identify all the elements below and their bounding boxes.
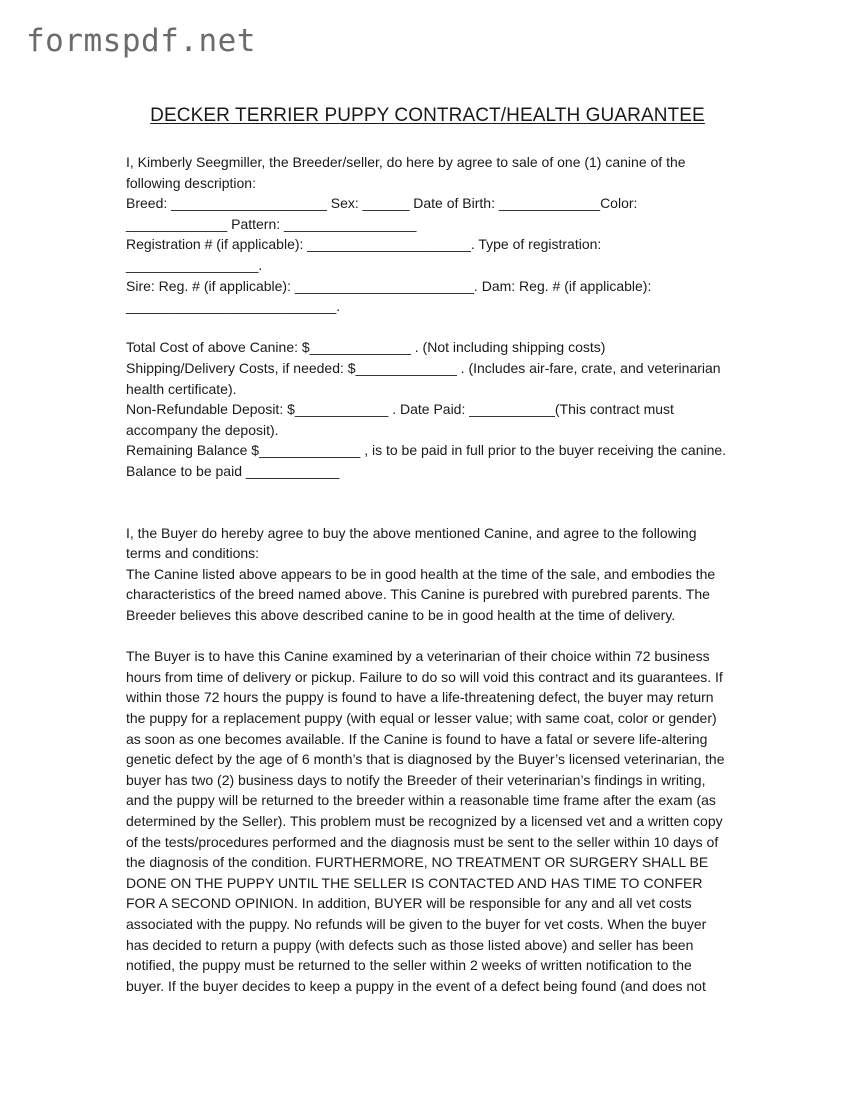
text-line: following description: (126, 174, 256, 191)
text-line: accompany the deposit). (126, 421, 279, 438)
text-line: DONE ON THE PUPPY UNTIL THE SELLER IS CONTACTED AND HAS TIME TO CONFER (126, 874, 703, 891)
text-line: characteristics of the breed named above. This Canine is purebred with purebred parents. The (126, 586, 710, 603)
text-line: and the puppy will be returned to the breeder within a reasonable time frame after the exam (as (126, 792, 716, 809)
text-line: buyer has two (2) business days to notify the Breeder of their veterinarian’s findings in writing, (126, 771, 706, 788)
text-line: genetic defect by the age of 6 month’s that is diagnosed by the Buyer’s licensed veterinarian, the (126, 751, 725, 768)
text-line: The Canine listed above appears to be in good health at the time of the sale, and embodies the (126, 565, 716, 582)
text-line: Non-Refundable Deposit: $____________ . Date Paid: ___________(This contract must (126, 401, 674, 418)
text-line: hours from time of delivery or pickup. Failure to do so will void this contract and its guarantees. If (126, 668, 723, 685)
paragraph-spacer (126, 482, 736, 503)
text-line: ___________________________. (126, 298, 341, 315)
text-line: Breed: ____________________ Sex: ______ Date of Birth: _____________Color: (126, 195, 638, 212)
text-line: I, the Buyer do hereby agree to buy the above mentioned Canine, and agree to the following (126, 524, 697, 541)
text-line: the puppy for a replacement puppy (with equal or lesser value; with same coat, color or gender) (126, 710, 717, 727)
text-line: The Buyer is to have this Canine examined by a veterinarian of their choice within 72 business (126, 648, 710, 665)
paragraph-spacer (126, 317, 736, 338)
text-line: determined by the Seller). This problem must be recognized by a licensed vet and a written copy (126, 813, 723, 829)
text-line: of the tests/procedures performed and the diagnosis must be sent to the seller within 10 days of (126, 833, 719, 850)
text-line: within those 72 hours the puppy is found to have a life-threatening defect, the buyer may return (126, 689, 714, 706)
paragraph-spacer (126, 626, 736, 647)
text-line: associated with the puppy. No refunds will be given to the buyer for vet costs. When the buyer (126, 915, 707, 932)
text-line: Remaining Balance $_____________ , is to be paid in full prior to the buyer receiving the canine. (126, 442, 727, 459)
text-line: Balance to be paid ____________ (126, 462, 340, 479)
text-line: Sire: Reg. # (if applicable): _______________________. Dam: Reg. # (if applicable): (126, 277, 652, 294)
text-line: Registration # (if applicable): _____________________. Type of registration: (126, 236, 602, 253)
text-line: notified, the puppy must be returned to the seller within 2 weeks of written notification to the (126, 957, 692, 974)
text-line: terms and conditions: (126, 545, 260, 562)
text-line: FOR A SECOND OPINION. In addition, BUYER will be responsible for any and all vet costs (126, 895, 692, 912)
text-line: _________________. (126, 256, 263, 273)
text-line: as soon as one becomes available. If the Canine is found to have a fatal or severe life-altering (126, 730, 708, 747)
watermark-logo: formspdf.net (26, 23, 256, 59)
text-line: Total Cost of above Canine: $_____________ . (Not including shipping costs) (126, 339, 606, 356)
text-line: Shipping/Delivery Costs, if needed: $_____________ . (Includes air-fare, crate, and veterinarian (126, 359, 721, 376)
text-line: has decided to return a puppy (with defects such as those listed above) and seller has been (126, 936, 694, 953)
text-line: health certificate). (126, 380, 237, 397)
paragraph-spacer (126, 502, 736, 523)
text-line: _____________ Pattern: _________________ (126, 215, 417, 232)
text-line: Breeder believes this above described canine to be in good health at the time of delivery. (126, 607, 676, 624)
text-line: buyer. If the buyer decides to keep a puppy in the event of a defect being found (and does not (126, 977, 706, 994)
text-line: I, Kimberly Seegmiller, the Breeder/seller, do here by agree to sale of one (1) canine of the (126, 154, 686, 170)
document-title: DECKER TERRIER PUPPY CONTRACT/HEALTH GUARANTEE (150, 105, 705, 126)
document-body (126, 152, 736, 996)
text-line: the diagnosis of the condition. FURTHERMORE, NO TREATMENT OR SURGERY SHALL BE (126, 854, 709, 871)
